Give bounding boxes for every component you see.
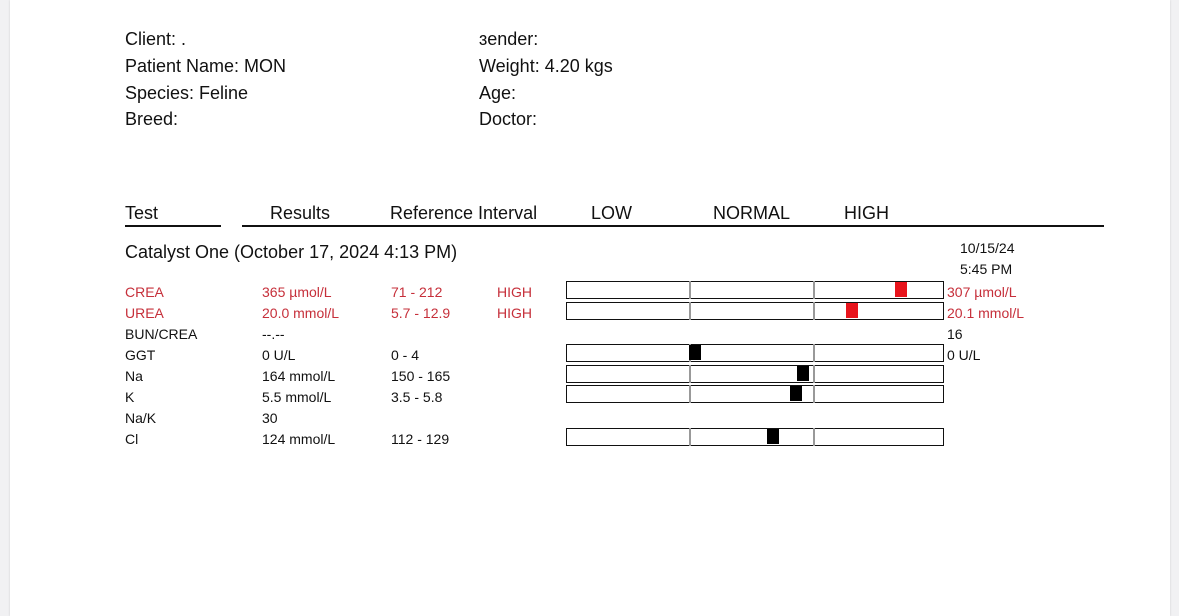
- result-value: 365 µmol/L: [262, 284, 332, 300]
- col-high: HIGH: [844, 203, 889, 223]
- previous-date: 10/15/24: [960, 240, 1015, 256]
- patient-name-field: Patient Name: MON: [125, 56, 287, 76]
- range-divider: [813, 365, 815, 383]
- result-value: 124 mmol/L: [262, 431, 336, 447]
- test-name: UREA: [125, 305, 164, 321]
- col-test: Test: [125, 203, 159, 223]
- reference-interval: 71 - 212: [391, 284, 443, 300]
- range-divider: [813, 281, 815, 299]
- col-results: Results: [270, 203, 331, 223]
- range-bar: [566, 365, 944, 383]
- panel-title: Catalyst One (October 17, 2024 4:13 PM): [125, 242, 458, 262]
- range-divider: [689, 281, 691, 299]
- range-divider: [689, 428, 691, 446]
- weight-field: Weight: 4.20 kgs: [479, 56, 613, 76]
- range-divider: [689, 365, 691, 383]
- previous-result: 16: [947, 326, 963, 342]
- range-bar: [566, 428, 944, 446]
- age-field: Age:: [479, 83, 517, 103]
- value-marker: [689, 345, 701, 360]
- result-value: 20.0 mmol/L: [262, 305, 340, 321]
- test-name: Na/K: [125, 410, 157, 426]
- value-marker: [790, 386, 802, 401]
- test-name: CREA: [125, 284, 164, 300]
- reference-interval: 3.5 - 5.8: [391, 389, 443, 405]
- range-divider: [689, 302, 691, 320]
- range-divider: [813, 385, 815, 403]
- doctor-field: Doctor:: [479, 109, 538, 129]
- breed-field: Breed:: [125, 109, 179, 129]
- report-page: [10, 0, 1170, 616]
- client-field: Client: .: [125, 29, 187, 49]
- result-flag: HIGH: [497, 305, 532, 321]
- value-marker: [797, 366, 809, 381]
- range-bar: [566, 385, 944, 403]
- value-marker: [767, 429, 779, 444]
- test-name: BUN/CREA: [125, 326, 198, 342]
- result-flag: HIGH: [497, 284, 532, 300]
- value-marker: [895, 282, 907, 297]
- previous-result: 0 U/L: [947, 347, 981, 363]
- previous-result: 20.1 mmol/L: [947, 305, 1025, 321]
- test-name: K: [125, 389, 135, 405]
- test-name: GGT: [125, 347, 156, 363]
- range-bar: [566, 302, 944, 320]
- result-value: 30: [262, 410, 278, 426]
- value-marker: [846, 303, 858, 318]
- col-low: LOW: [591, 203, 633, 223]
- range-bar: [566, 344, 944, 362]
- test-underline: [125, 225, 221, 227]
- range-divider: [813, 344, 815, 362]
- range-bar: [566, 281, 944, 299]
- col-normal: NORMAL: [713, 203, 791, 223]
- header-rule: [242, 225, 1104, 227]
- species-field: Species: Feline: [125, 83, 249, 103]
- range-divider: [689, 385, 691, 403]
- previous-result: 307 µmol/L: [947, 284, 1017, 300]
- reference-interval: 112 - 129: [391, 431, 450, 447]
- gender-field: ɜender:: [479, 29, 539, 49]
- col-reference: Reference Interval: [390, 203, 538, 223]
- reference-interval: 150 - 165: [391, 368, 451, 384]
- result-value: --.--: [262, 326, 285, 342]
- range-divider: [813, 302, 815, 320]
- reference-interval: 0 - 4: [391, 347, 420, 363]
- result-value: 5.5 mmol/L: [262, 389, 332, 405]
- range-divider: [813, 428, 815, 446]
- test-name: Na: [125, 368, 143, 384]
- result-value: 164 mmol/L: [262, 368, 336, 384]
- result-value: 0 U/L: [262, 347, 296, 363]
- previous-time: 5:45 PM: [960, 261, 1013, 277]
- test-name: Cl: [125, 431, 139, 447]
- reference-interval: 5.7 - 12.9: [391, 305, 451, 321]
